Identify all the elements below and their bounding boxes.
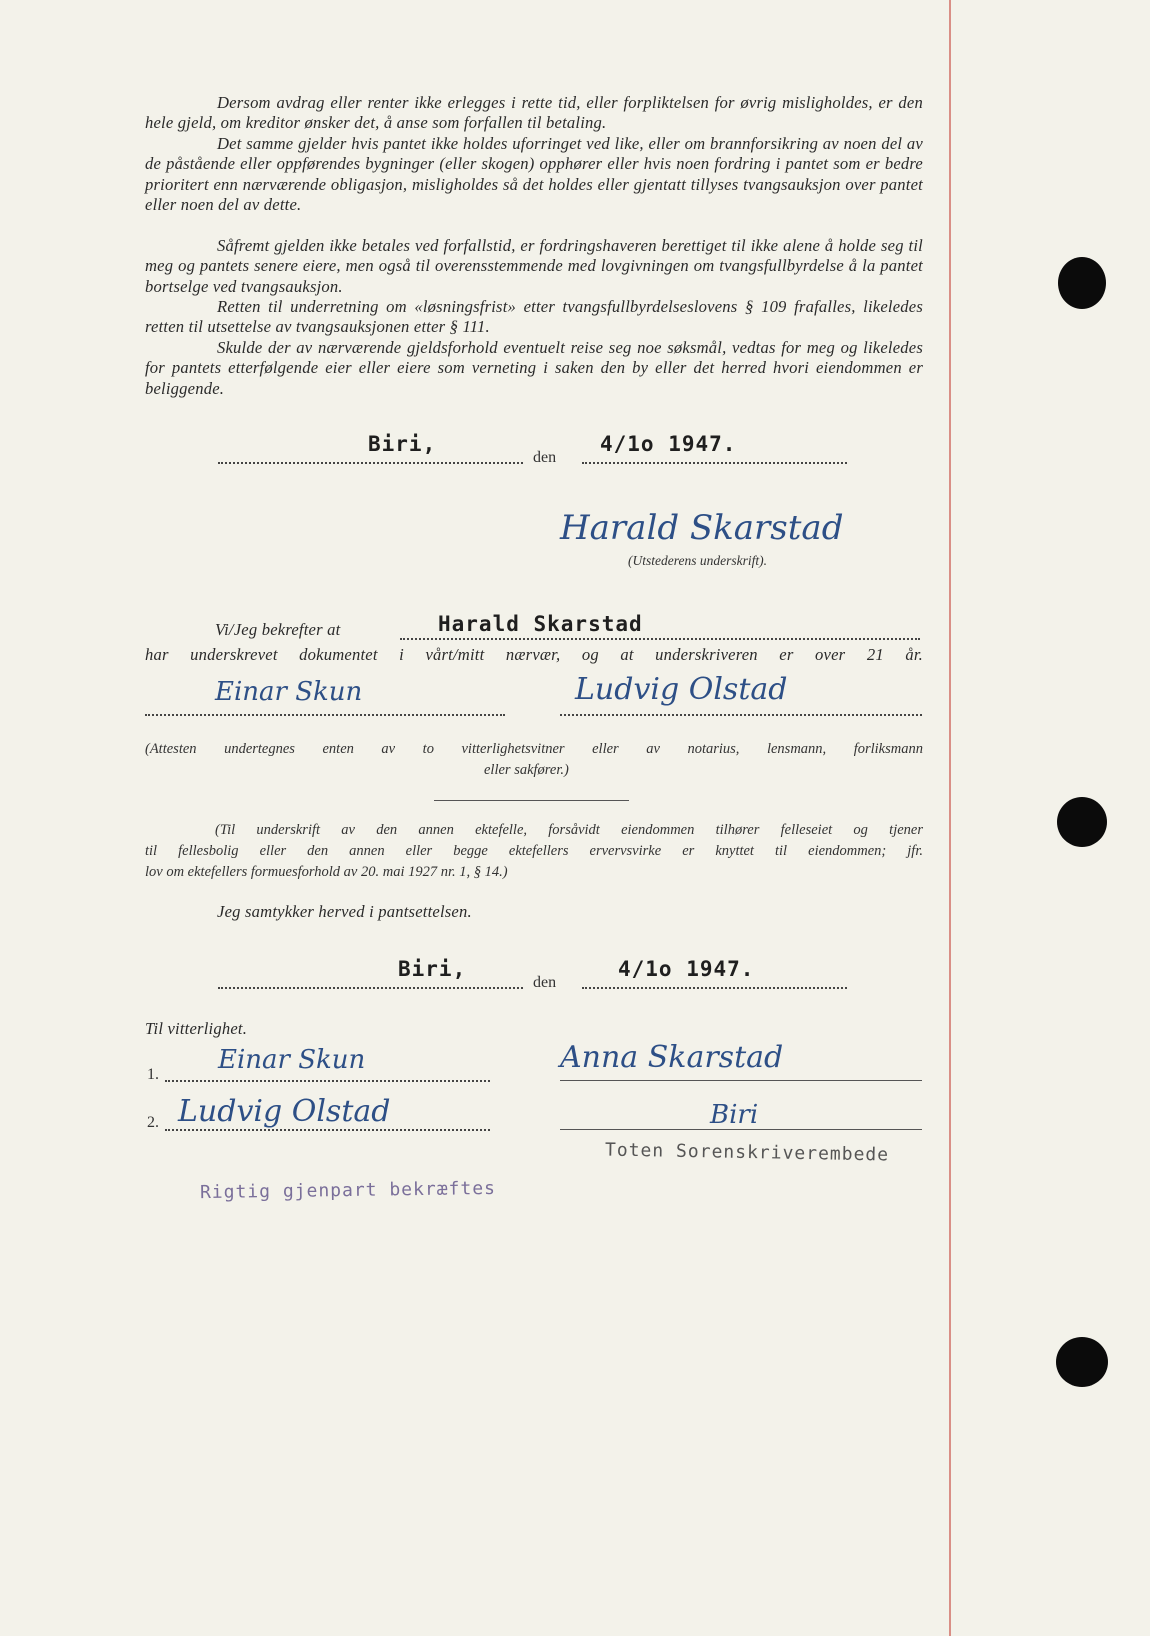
spouse-witness-2-line [165,1129,490,1131]
spouse-witness-1-signature: Einar Skun [218,1045,366,1075]
attest-witness-2-signature: Ludvig Olstad [575,672,788,707]
attest-witness-1-signature: Einar Skun [215,677,363,707]
witness-number-1: 1. [147,1066,159,1083]
attest-name: Harald Skarstad [438,612,643,636]
spouse-den-label: den [533,974,557,991]
margin-rule [949,0,951,1636]
spouse-place-line [218,987,523,989]
attest-note-line-2: eller sakfører.) [484,762,569,778]
issue-date-line [582,462,847,464]
attest-lead-text: Vi/Jeg bekrefter at [215,620,341,639]
paragraph-venue-terms: Skulde der av nærværende gjeldsforhold eventuelt reise seg noe søksmål, vedtas for meg og likeledes for pantets etterfølgende eier eller eiere som verneting i saken den by eller det herred hvori eiendommen er beliggende. [145,338,923,398]
witness-number-2: 2. [147,1114,159,1131]
spouse-note-line-3: lov om ektefellers formuesforhold av 20. mai 1927 nr. 1, § 14.) [145,864,508,880]
spouse-witness-2-signature: Ludvig Olstad [178,1094,391,1129]
spouse-place: Biri, [398,957,467,981]
section-divider [434,800,629,801]
issue-place: Biri, [368,432,437,456]
punch-hole-bottom [1056,1337,1108,1387]
issue-place-line [218,462,523,464]
paragraph-default-terms: Dersom avdrag eller renter ikke erlegges i rette tid, eller forpliktelsen for øvrig misligholdes, er den hele gjeld, om kreditor ønsker det, å anse som forfallen til betaling. [145,93,923,133]
issuer-signature: Harald Skarstad [560,508,844,548]
punch-hole-middle [1057,797,1107,847]
spouse-signature-line [560,1080,922,1081]
witness-heading: Til vitterlighet. [145,1019,248,1038]
attest-note-line-1: (Attesten undertegnes enten av to vitterlighetsvitner eller av notarius, lensmann, forliksmann [145,741,923,757]
spouse-signature-place: Biri [710,1100,759,1130]
punch-hole-top [1058,257,1106,309]
attest-statement: har underskrevet dokumentet i vårt/mitt nærvær, og at underskriveren er over 21 år. [145,645,923,664]
issue-date: 4/1o 1947. [600,432,737,456]
spouse-place-signature-line [560,1129,922,1130]
spouse-signature: Anna Skarstad [560,1040,784,1075]
paragraph-maintenance-terms: Det samme gjelder hvis pantet ikke holdes uforringet ved like, eller om brannforsikring av noen del av de påstående eller oppførendes bygninger (eller skogen) opphører eller hvis noen fordring i pantet som er bedre prioritert enn nærværende obligasjon, misligholdes så det holdes eller gjentatt tillyses tvangsauksjon over pantet eller noen del av dette. [145,134,923,214]
spouse-date: 4/1o 1947. [618,957,755,981]
attest-witness-2-line [560,714,922,716]
attest-witness-1-line [145,714,505,716]
office-stamp: Toten Sorenskriverembede [604,1139,890,1166]
spouse-date-line [582,987,847,989]
spouse-note-line-2: til fellesbolig eller den annen eller begge ektefellers ervervsvirke er knyttet til eiendommen; jfr. [145,843,923,859]
spouse-witness-1-line [165,1080,490,1082]
spouse-note-line-1: (Til underskrift av den annen ektefelle, forsåvidt eiendommen tilhører felleseiet og tjener [215,822,923,838]
issue-den-label: den [533,449,557,466]
paragraph-redemption-terms: Retten til underretning om «løsningsfrist» etter tvangsfullbyrdelseslovens § 109 frafalles, likeledes retten til utsettelse av tvangsauksjonen etter § 111. [145,297,923,337]
spouse-consent: Jeg samtykker herved i pantsettelsen. [217,902,472,921]
issuer-signature-caption: (Utstederens underskrift). [628,553,767,568]
copy-stamp: Rigtig gjenpart bekræftes [199,1177,497,1204]
attest-name-line [400,638,920,640]
paragraph-enforcement-terms: Såfremt gjelden ikke betales ved forfallstid, er fordringshaveren berettiget til ikke alene å holde seg til meg og pantets senere eiere, men også til overensstemmende med lovgivningen om tvangsfullbyrdelse å la pantet bortselge ved tvangsauksjon. [145,236,923,296]
